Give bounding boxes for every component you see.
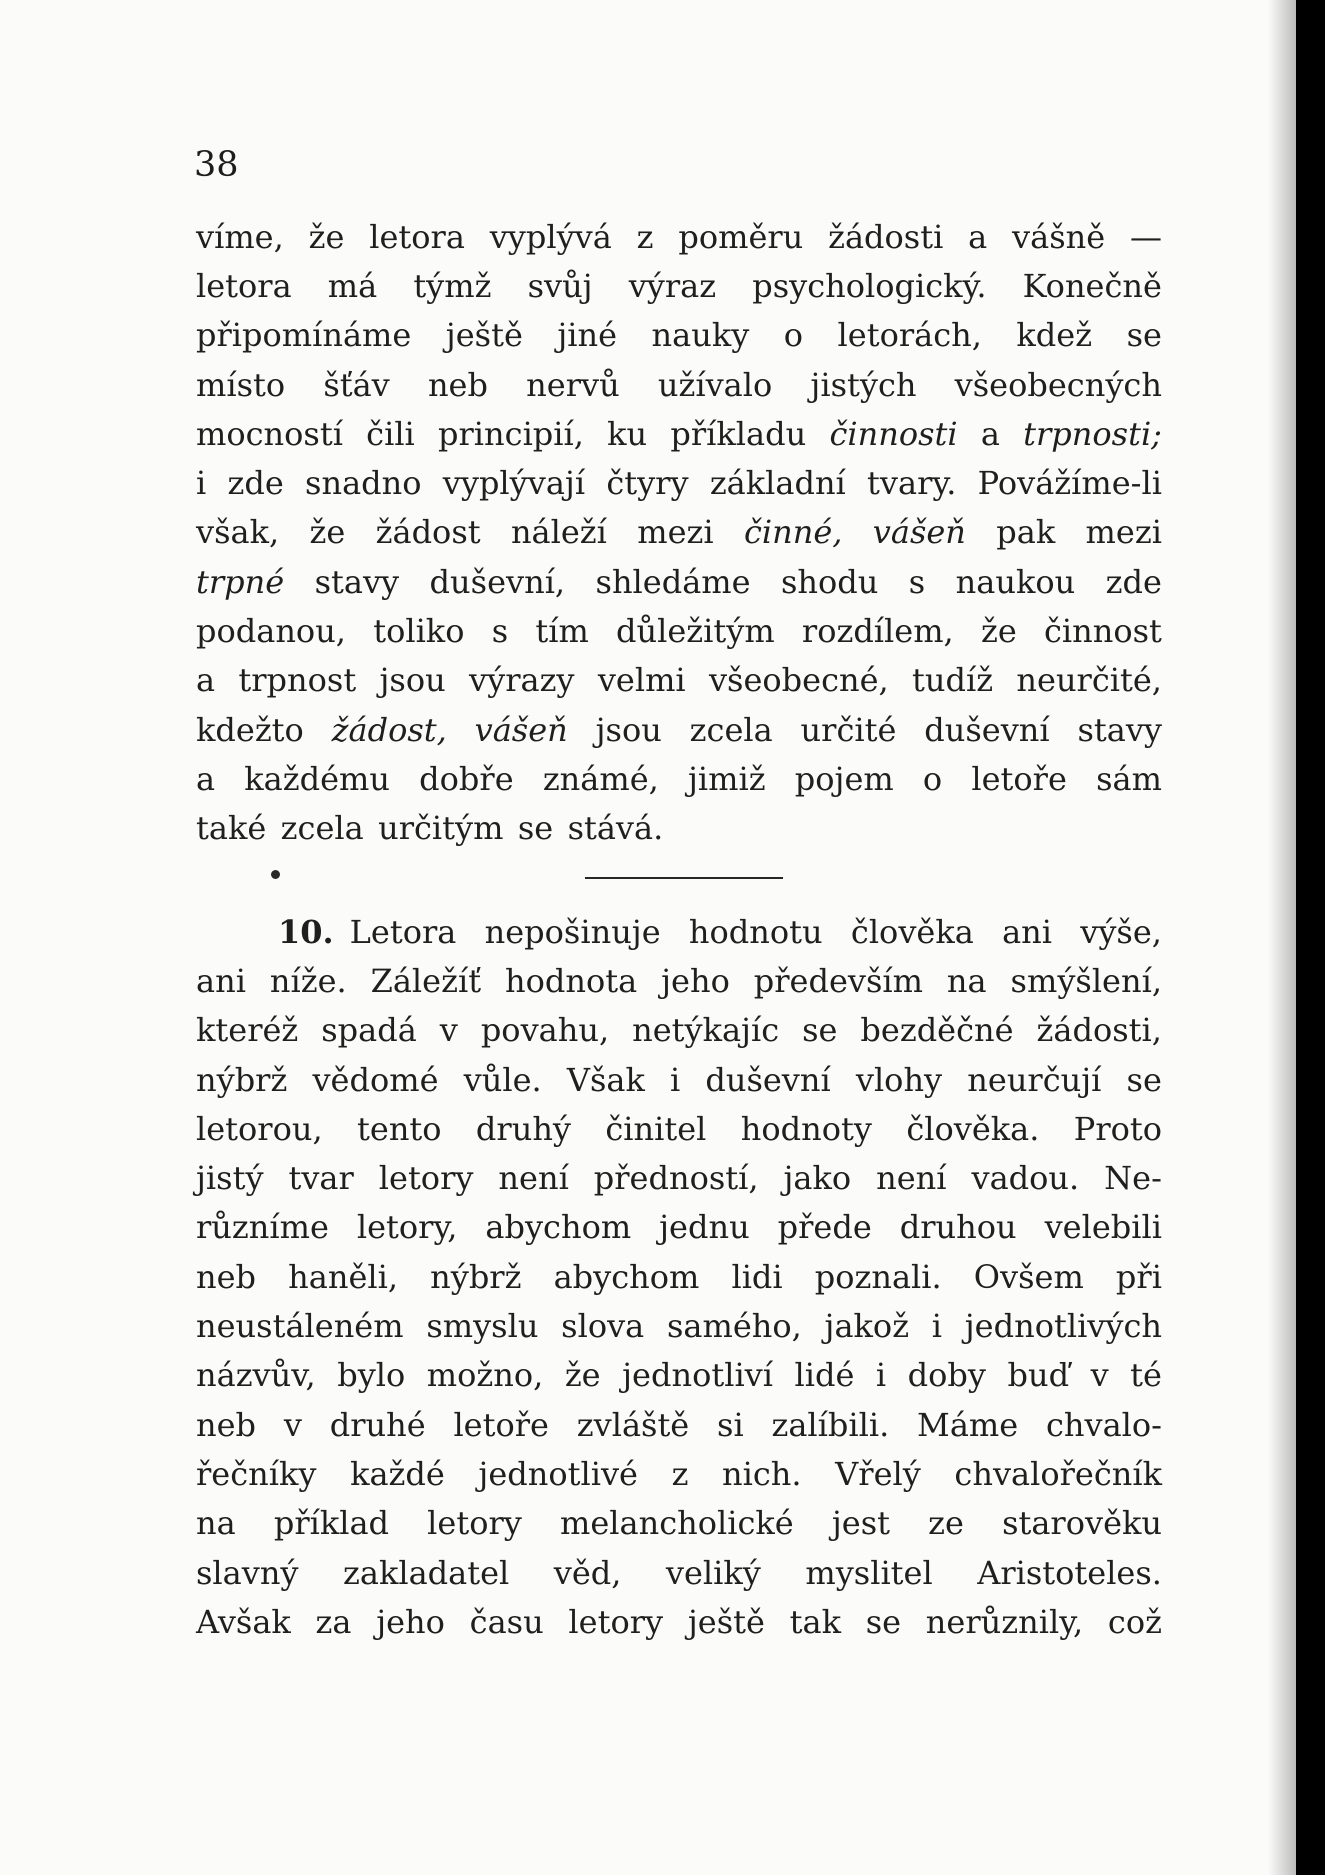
text-line [196, 458, 1162, 507]
word: i [875, 1356, 887, 1395]
word: veliký [665, 1553, 761, 1592]
text-line [196, 1400, 1162, 1449]
word: ani [196, 961, 246, 1000]
word: člověka [850, 912, 974, 951]
text-line [196, 705, 1162, 754]
word: výraz [628, 266, 717, 305]
word: druhé [329, 1405, 426, 1444]
word: jistých [810, 365, 917, 404]
word: bezděčné [860, 1011, 1014, 1050]
text-line [196, 1351, 1162, 1400]
word: neb [196, 1257, 257, 1296]
text-line [196, 261, 1162, 310]
word: z [636, 217, 654, 256]
paragraph-temperaments-summary [196, 212, 1162, 853]
word: z [671, 1454, 689, 1493]
word: rozdílem, [801, 612, 954, 651]
word: melancholické [559, 1504, 794, 1543]
word: vlohy [855, 1060, 943, 1099]
word: užívalo [657, 365, 773, 404]
word: příklad [273, 1504, 390, 1543]
word: se [517, 809, 554, 848]
word: letora [369, 217, 465, 256]
word: žádost, [331, 710, 447, 749]
word: toliko [373, 612, 465, 651]
word: že [564, 1356, 601, 1395]
word: čtyry [606, 464, 689, 503]
word: Avšak [196, 1602, 291, 1641]
word: víme, [196, 217, 284, 256]
text-line [196, 1301, 1162, 1350]
word: sám [1096, 759, 1162, 798]
word: a [968, 217, 988, 256]
word: poměru [678, 217, 804, 256]
word: kteréž [196, 1011, 299, 1050]
word: že [980, 612, 1017, 651]
word: mezi [1085, 513, 1162, 552]
word: v [1090, 1356, 1109, 1395]
word: duševní [705, 1060, 831, 1099]
word: a [980, 414, 1000, 453]
word: ku [607, 414, 648, 453]
text-line [196, 907, 1162, 956]
word: důležitým [616, 612, 775, 651]
paragraph-section-10 [196, 907, 1162, 1646]
word: místo [196, 365, 286, 404]
word: hodnota [504, 961, 638, 1000]
word: vědomé [312, 1060, 439, 1099]
word: žádosti, [1036, 1011, 1162, 1050]
word: principií, [438, 414, 584, 453]
word: se [1126, 1060, 1162, 1099]
word: zde [1105, 562, 1162, 601]
word: naukou [955, 562, 1076, 601]
word: tím [535, 612, 589, 651]
word: shodu [780, 562, 879, 601]
word: všeobecné, [708, 661, 889, 700]
word: nauky [651, 316, 750, 355]
word: na [196, 1504, 236, 1543]
word: ještě [687, 1602, 765, 1641]
word: v [283, 1405, 302, 1444]
word: zakladatel [343, 1553, 510, 1592]
word: Konečně [1022, 266, 1162, 305]
word: času [469, 1602, 544, 1641]
word: však, [196, 513, 280, 552]
word: má [327, 266, 378, 305]
word: duševní, [429, 562, 566, 601]
word: letorou, [196, 1109, 323, 1148]
word: čili [366, 414, 415, 453]
word: jednu [659, 1208, 750, 1247]
word: připomínáme [196, 316, 412, 355]
word: i [931, 1307, 943, 1346]
word: jest [831, 1504, 890, 1543]
word: letory [378, 1159, 474, 1198]
word: buď [1007, 1356, 1070, 1395]
word: spadá [321, 1011, 417, 1050]
word: ještě [445, 316, 523, 355]
text-line [196, 754, 1162, 803]
word: předností, [593, 1159, 759, 1198]
word: činitel [605, 1109, 707, 1148]
text-line [196, 1597, 1162, 1646]
text-line [196, 804, 1162, 853]
word: s [908, 562, 926, 601]
word: činnost [1043, 612, 1162, 651]
word: starověku [1002, 1504, 1162, 1543]
word: v [439, 1011, 458, 1050]
word: podanou, [196, 612, 346, 651]
word: Letora [349, 912, 457, 951]
word: náleží [510, 513, 607, 552]
word: neustáleném [196, 1307, 404, 1346]
word: zalíbili. [771, 1405, 890, 1444]
word: vášeň [474, 710, 568, 749]
word: velmi [597, 661, 686, 700]
word: jiné [557, 316, 618, 355]
word: si [717, 1405, 744, 1444]
page-number: 38 [194, 145, 239, 185]
word: tvary. [867, 464, 957, 503]
word: základní [709, 464, 846, 503]
word: výše, [1080, 912, 1162, 951]
word: stavy [1077, 710, 1162, 749]
word: nerůznily, [925, 1602, 1084, 1641]
word: stavy [314, 562, 400, 601]
word: že [309, 513, 346, 552]
word: snadno [305, 464, 422, 503]
word: myslitel [805, 1553, 933, 1592]
word: zcela [689, 710, 773, 749]
word: — [1130, 217, 1162, 256]
text-line [196, 1153, 1162, 1202]
word: týmž [413, 266, 492, 305]
word: není [498, 1159, 569, 1198]
word: Však [566, 1060, 645, 1099]
word: i [196, 464, 207, 503]
word: smyslu [426, 1307, 539, 1346]
section-number: 10. [278, 912, 334, 951]
word: dobře [419, 759, 514, 798]
word: jsou [379, 661, 446, 700]
word: a [196, 759, 216, 798]
word: také [196, 809, 267, 848]
text-line [196, 1006, 1162, 1055]
word: kdež [1016, 316, 1093, 355]
word: nepošinuje [484, 912, 661, 951]
word: neb [196, 1405, 257, 1444]
word: vášně [1012, 217, 1106, 256]
word: tak [789, 1602, 841, 1641]
word: Záležíť [370, 961, 482, 1000]
word: jednotlivých [964, 1307, 1162, 1346]
text-line [196, 1252, 1162, 1301]
word: především [753, 961, 923, 1000]
word: činné, [743, 513, 843, 552]
word: abychom [553, 1257, 700, 1296]
word: určitým [378, 809, 504, 848]
word: vůle. [463, 1060, 542, 1099]
word: o [783, 316, 804, 355]
word: známé, [542, 759, 659, 798]
word: slavný [196, 1553, 299, 1592]
word: abychom [485, 1208, 632, 1247]
word: žádost [375, 513, 481, 552]
word: trpnosti; [1023, 414, 1162, 453]
word: Máme [917, 1405, 1019, 1444]
word: což [1107, 1602, 1162, 1641]
word: činnosti [829, 414, 958, 453]
word: tvar [288, 1159, 354, 1198]
word: všeobecných [954, 365, 1162, 404]
word: přede [777, 1208, 872, 1247]
text-line [196, 1203, 1162, 1252]
word: pak [996, 513, 1056, 552]
text-line [196, 656, 1162, 705]
word: jako [783, 1159, 852, 1198]
text-line [196, 409, 1162, 458]
word: chvalo- [1045, 1405, 1162, 1444]
word: lidi [731, 1257, 783, 1296]
word: slova [561, 1307, 645, 1346]
word: letory [427, 1504, 522, 1543]
word: a [196, 661, 216, 700]
word: doby [907, 1356, 986, 1395]
word: smýšlení, [1010, 961, 1162, 1000]
word: druhou [899, 1208, 1017, 1247]
word: neb [427, 365, 488, 404]
word: jeho [376, 1602, 445, 1641]
word: každé [350, 1454, 445, 1493]
word: vyplývá [489, 217, 612, 256]
word: o [922, 759, 943, 798]
text-line [196, 1104, 1162, 1153]
word: zvláště [576, 1405, 690, 1444]
word: jsou [595, 710, 662, 749]
word: žádosti [828, 217, 944, 256]
word: letorách, [837, 316, 982, 355]
word: řečníky [196, 1454, 317, 1493]
word: věd, [553, 1553, 622, 1592]
word: shledáme [595, 562, 751, 601]
word: že [308, 217, 345, 256]
word: letory, [356, 1208, 458, 1247]
word: tento [357, 1109, 442, 1148]
word: názvův, [196, 1356, 316, 1395]
text-line [196, 557, 1162, 606]
word: stává. [567, 809, 664, 848]
word: jeho [661, 961, 730, 1000]
word: jednotlivé [478, 1454, 638, 1493]
word: určité [800, 710, 897, 749]
word: vyplývají [442, 464, 586, 503]
word: haněli, [288, 1257, 399, 1296]
word: při [1115, 1257, 1162, 1296]
word: ani [1002, 912, 1052, 951]
word: duševní [924, 710, 1050, 749]
text-line [196, 1449, 1162, 1498]
word: Ovšem [973, 1257, 1084, 1296]
word: chvalořečník [954, 1454, 1162, 1493]
word: výrazy [469, 661, 575, 700]
word: jednotliví [622, 1356, 773, 1395]
word: Aristoteles. [977, 1553, 1162, 1592]
word: možno, [426, 1356, 544, 1395]
text-line [196, 311, 1162, 360]
page-edge-shadow [1268, 0, 1296, 1875]
word: i [669, 1060, 681, 1099]
word: letora [196, 266, 292, 305]
word: zcela [280, 809, 364, 848]
word: poznali. [814, 1257, 942, 1296]
word: trpné [196, 562, 285, 601]
word: letoře [971, 759, 1067, 798]
word: mocností [196, 414, 343, 453]
word: příkladu [670, 414, 807, 453]
section-divider-rule [585, 877, 783, 879]
word: vadou. [971, 1159, 1080, 1198]
word: nýbrž [196, 1060, 288, 1099]
word: Ne- [1104, 1159, 1162, 1198]
word: trpnost [238, 661, 357, 700]
section-first-line-words [350, 913, 1162, 951]
word: jistý [196, 1159, 264, 1198]
word: velebili [1044, 1208, 1162, 1247]
word: šťáv [323, 365, 390, 404]
word: letory [568, 1602, 664, 1641]
word: kdežto [196, 710, 304, 749]
text-line [196, 1499, 1162, 1548]
word: letoře [453, 1405, 549, 1444]
word: ze [928, 1504, 964, 1543]
word: netýkajíc [632, 1011, 780, 1050]
word: pojem [794, 759, 894, 798]
word: se [1126, 316, 1162, 355]
word: bylo [337, 1356, 406, 1395]
word: hodnotu [688, 912, 823, 951]
word: zde [227, 464, 284, 503]
text-line [196, 606, 1162, 655]
word: Povážíme-li [977, 464, 1162, 503]
word: za [315, 1602, 352, 1641]
word: s [491, 612, 509, 651]
text-line [196, 1548, 1162, 1597]
text-line [196, 212, 1162, 261]
ornament-dot [271, 870, 280, 879]
word: jimiž [688, 759, 766, 798]
word: jakož [824, 1307, 910, 1346]
word: tudíž [912, 661, 994, 700]
text-line [196, 508, 1162, 557]
word: mezi [637, 513, 714, 552]
word: se [802, 1011, 838, 1050]
word: druhý [475, 1109, 571, 1148]
word: není [876, 1159, 947, 1198]
word: svůj [527, 266, 593, 305]
word: nervů [526, 365, 620, 404]
word: lidé [794, 1356, 855, 1395]
word: Vřelý [835, 1454, 921, 1493]
word: nich. [722, 1454, 802, 1493]
word: samého, [666, 1307, 802, 1346]
word: psychologický. [752, 266, 987, 305]
text-line [196, 956, 1162, 1005]
word: níže. [269, 961, 347, 1000]
text-line [196, 1055, 1162, 1104]
text-line [196, 360, 1162, 409]
word: hodnoty [740, 1109, 872, 1148]
word: různíme [196, 1208, 329, 1247]
word: té [1130, 1356, 1162, 1395]
word: každému [244, 759, 390, 798]
word: se [865, 1602, 902, 1641]
word: nýbrž [430, 1257, 522, 1296]
word: člověka. [906, 1109, 1040, 1148]
word: vášeň [872, 513, 966, 552]
word: povahu, [480, 1011, 610, 1050]
word: neurčují [967, 1060, 1102, 1099]
word: Proto [1073, 1109, 1162, 1148]
word: neurčité, [1016, 661, 1162, 700]
word: na [946, 961, 987, 1000]
